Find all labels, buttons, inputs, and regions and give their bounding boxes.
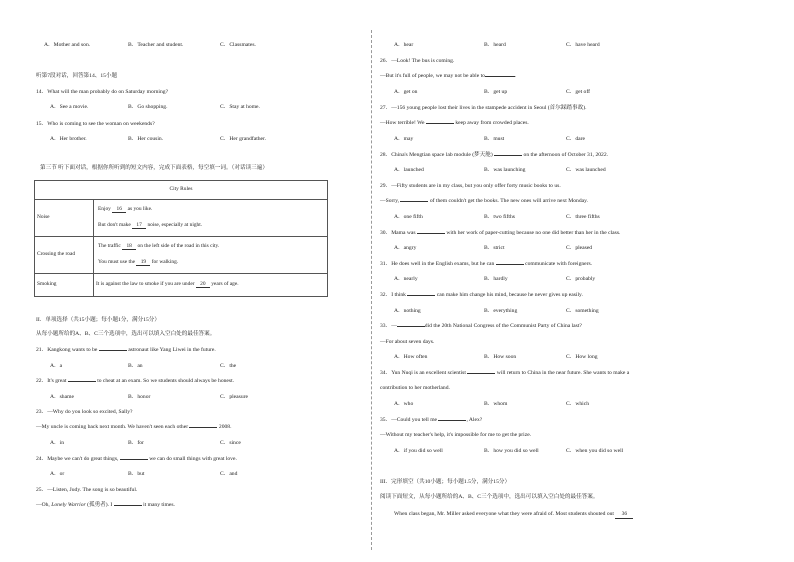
option-c: C．which [566, 401, 589, 407]
question-stem: 34．Yun Nuqi is an excellent scientist will return to China in the near future. She wants to make a [380, 370, 630, 376]
question-stem: 24．Maybe we can't do great things, we can do small things with great love. [36, 456, 237, 462]
option-b: B．hardly [484, 276, 508, 282]
option-b: B．two fifths [484, 214, 515, 220]
option-c: C．pleasure [220, 394, 248, 400]
option-b: B．Her cousin. [128, 136, 164, 142]
question-stem: 31．He does well in the English exams, but he can communicate with foreigners. [380, 261, 593, 267]
left-column [30, 0, 365, 562]
question-line: —Sorry, of them couldn't get the books. The new ones will arrive next Monday. [380, 198, 588, 204]
section-instruction: 阅读下面短文，从每小题所给的A、B、C三个选项中，选出可以填入空白处的最佳答案。 [380, 494, 599, 500]
question-stem: 28．China's Mengtian space lab module (梦天舱) on the afternoon of October 31, 2022. [380, 152, 609, 158]
answer-blank[interactable] [485, 76, 515, 77]
option-b: B．get up [484, 89, 508, 95]
question-stem: 33．— did the 20th National Congress of the Communist Party of China last? [380, 323, 582, 329]
answer-blank[interactable] [397, 326, 425, 327]
answer-blank[interactable] [400, 201, 428, 202]
option-b: B．everything [484, 308, 518, 314]
question-stem: 26．—Look! The bus is coming. [380, 58, 455, 64]
option-c: C．have heard [566, 42, 600, 48]
right-column [380, 0, 752, 562]
option-c: C．pleased [566, 245, 593, 251]
option-a: A．launched [394, 167, 424, 173]
answer-blank[interactable] [494, 155, 522, 156]
option-a: A．Mother and son. [44, 42, 91, 48]
question-stem: 30．Mama was with her work of paper-cutting because no one did better than her in the class. [380, 230, 621, 236]
option-a: A．See a movie. [50, 104, 89, 110]
option-b: B．strict [484, 245, 505, 251]
option-c: C．get off [566, 89, 590, 95]
table-title: City Rules [35, 181, 328, 200]
option-a: A．angry [394, 245, 417, 251]
option-b: B．heard [484, 42, 506, 48]
option-a: A．or [50, 471, 65, 477]
section-heading: III．完形填空（共10小题；每小题1.5分，满分15分） [380, 479, 511, 485]
section-heading: II．单项选择（共15小题；每小题1分，满分15分） [36, 317, 160, 323]
section-heading: 第三节 听下面对话，根据你所听到的短文内容，完成下面表格，每空填一词。（对话读三遍） [40, 165, 268, 171]
option-c: C．Her grandfather. [220, 136, 266, 142]
option-b: B．how you did so well [484, 448, 539, 454]
option-b: B．must [484, 136, 505, 142]
question-stem: 14．What will the man probably do on Saturday morning? [36, 89, 169, 95]
section-instruction: 从每小题所给的A、B、C三个选项中，选出可以填入空白处的最佳答案。 [36, 331, 216, 337]
question-line: —For about seven days. [380, 339, 435, 345]
answer-blank[interactable] [68, 381, 96, 382]
option-a: A．Her brother. [50, 136, 87, 142]
answer-blank[interactable] [438, 420, 466, 421]
option-c: C．when you did so well [566, 448, 624, 454]
option-c: C．the [220, 363, 237, 369]
option-c: C．Stay at home. [220, 104, 260, 110]
option-a: A．get on [394, 89, 418, 95]
answer-blank[interactable] [99, 350, 127, 351]
option-c: C．three fifths [566, 214, 600, 220]
table-row-label: Noise [35, 200, 94, 237]
option-b: B．whom [484, 401, 508, 407]
question-line: —But it's full of people, we may not be able to . [380, 73, 517, 79]
option-c: C．dare [566, 136, 585, 142]
option-b: B．for [128, 440, 144, 446]
passage-line: When class began, Mr. Miller asked everyone what they were afraid of. Most students shouted out 36 [394, 512, 633, 519]
answer-blank[interactable] [120, 459, 148, 460]
question-stem: 21．Kangkong wants to be astronaut like Yang Liwei in the future. [36, 347, 216, 353]
question-stem: 25．—Listen, Judy. The song is so beautiful. [36, 487, 138, 493]
option-b: B．Go shopping. [128, 104, 168, 110]
option-c: C．Classmates. [220, 42, 256, 48]
blank-19[interactable]: 19 [136, 260, 150, 266]
option-b: B．How soon [484, 354, 517, 360]
question-stem: 22．It's great to cheat at an exam. So we students should always be honest. [36, 378, 235, 384]
answer-blank[interactable] [496, 264, 524, 265]
question-line: —Without my teacher's help, it's impossible for me to get the prize. [380, 432, 532, 438]
option-a: A．shame [50, 394, 74, 400]
option-a: A．in [50, 440, 64, 446]
option-a: A．nothing [394, 308, 421, 314]
option-b: B．was launching [484, 167, 526, 173]
option-b: B．Teacher and student. [128, 42, 184, 48]
option-a: A．one fifth [394, 214, 423, 220]
blank-20[interactable]: 20 [196, 282, 210, 288]
option-a: A．How often [394, 354, 428, 360]
option-c: C．something [566, 308, 599, 314]
blank-17[interactable]: 17 [132, 223, 146, 229]
blank-18[interactable]: 18 [122, 244, 136, 250]
question-line: —Oh, Lonely Warrior (孤勇者). I it many times. [36, 502, 175, 508]
city-rules-table: City Rules Noise Enjoy 16 as you like. But don't make 17 noise, especially at night. Crossing the road The traffic 18 on the left side of the road in this city. You must use the 19 for walking. Smoking It is against the law to smoke if you are under 20 years of age. [34, 180, 328, 297]
section-heading: 听第7段对话，回答第14、15小题 [36, 73, 118, 79]
answer-blank[interactable] [189, 427, 217, 428]
question-line: —My uncle is coming back next month. We haven't seen each other 2008. [36, 424, 232, 430]
answer-blank[interactable] [114, 505, 142, 506]
option-b: B．honor [128, 394, 151, 400]
option-a: A．who [394, 401, 414, 407]
blank-36[interactable]: 36 [615, 512, 633, 519]
answer-blank[interactable] [417, 233, 445, 234]
option-c: C．was launched [566, 167, 606, 173]
column-divider [371, 30, 372, 550]
table-row-label: Crossing the road [35, 237, 94, 274]
option-a: A．nearly [394, 276, 418, 282]
question-stem: 35．—Could you tell me , Alex? [380, 417, 483, 423]
question-stem: 29．—Fifty students are in my class, but you only offer forty music books to us. [380, 183, 561, 189]
option-b: B．but [128, 471, 145, 477]
answer-blank[interactable] [467, 373, 495, 374]
question-line: —How terrible! We keep away from crowded places. [380, 120, 529, 126]
option-a: A．hear [394, 42, 414, 48]
option-b: B．an [128, 363, 143, 369]
option-c: C．since [220, 440, 241, 446]
question-stem: 32．I think can make him change his mind, because he never gives up easily. [380, 292, 583, 298]
option-a: A．may [394, 136, 414, 142]
blank-16[interactable]: 16 [112, 207, 126, 213]
question-stem: 23．—Why do you look so excited, Sally? [36, 409, 133, 415]
option-c: C．How long [566, 354, 598, 360]
option-c: C．probably [566, 276, 596, 282]
answer-blank[interactable] [407, 295, 435, 296]
answer-blank[interactable] [426, 123, 454, 124]
option-a: A．if you did so well [394, 448, 443, 454]
question-line: contribution to her motherland. [380, 385, 450, 391]
option-a: A．a [50, 363, 63, 369]
question-stem: 15．Who is coming to see the woman on weekends? [36, 121, 155, 127]
question-stem: 27．—156 young people lost their lives in the stampede accident in Seoul (首尔踩踏事故). [380, 105, 587, 111]
table-row-label: Smoking [35, 274, 94, 297]
option-c: C．and [220, 471, 238, 477]
